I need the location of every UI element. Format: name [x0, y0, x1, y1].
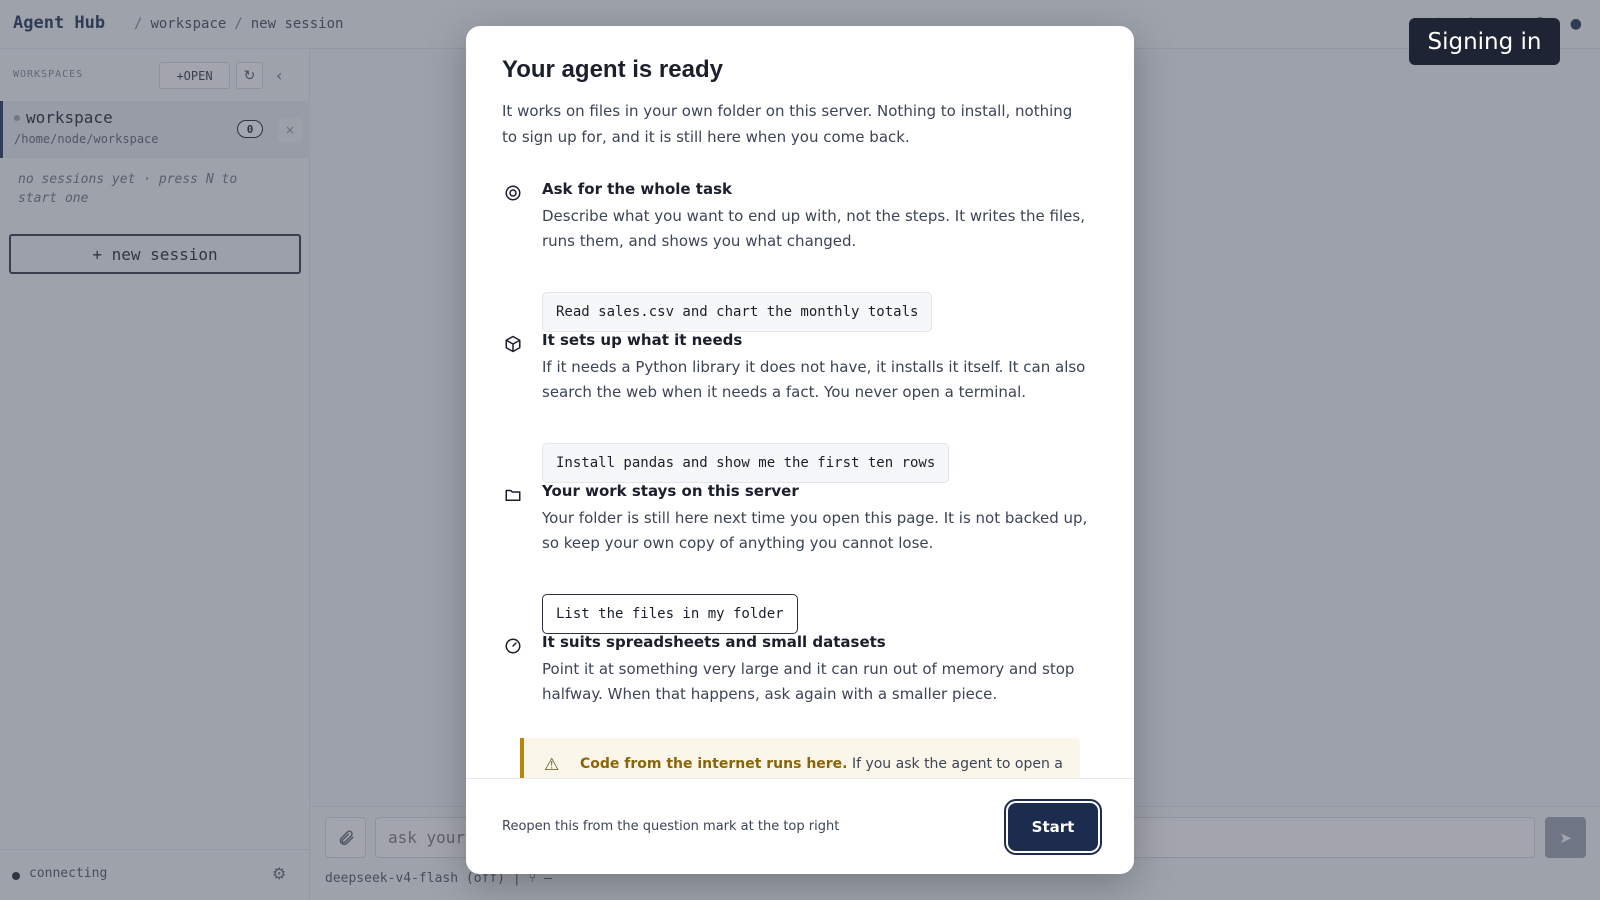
- target-icon: [502, 182, 524, 204]
- warning-body: If you ask the agent to open a: [851, 756, 1063, 772]
- dialog-footer: [466, 778, 1134, 874]
- dialog-intro: It works on files in your own folder on this server. Nothing to install, nothing to sign up for, and it is still here when you come back.: [502, 102, 1073, 146]
- security-warning: [520, 738, 1080, 778]
- feature-title: It sets up what it needs: [542, 331, 743, 349]
- example-prompt-button[interactable]: List the files in my folder: [542, 594, 798, 634]
- example-prompt-button[interactable]: Install pandas and show me the first ten rows: [542, 443, 949, 483]
- feature-description: Describe what you want to end up with, not the steps. It writes the files, runs them, and shows you what changed.: [542, 207, 1085, 250]
- package-icon: [502, 333, 524, 355]
- example-prompt-button[interactable]: Read sales.csv and chart the monthly totals: [542, 292, 932, 332]
- feature-description: Your folder is still here next time you open this page. It is not backed up, so keep your own copy of anything you cannot lose.: [542, 509, 1088, 552]
- start-button[interactable]: Start: [1008, 803, 1098, 851]
- warning-icon: ⚠: [544, 755, 560, 775]
- dialog-body[interactable]: [466, 26, 1134, 778]
- feature-title: Your work stays on this server: [542, 482, 799, 500]
- warning-heading: Code from the internet runs here.: [580, 756, 848, 772]
- onboarding-dialog: [466, 26, 1134, 874]
- feature-description: Point it at something very large and it can run out of memory and stop halfway. When that happens, ask again with a smaller piece.: [542, 660, 1075, 703]
- feature-description: If it needs a Python library it does not have, it installs it itself. It can also search the web when it needs a fact. You never open a terminal.: [542, 358, 1086, 401]
- warning-text: [580, 754, 1070, 774]
- dialog-title: Your agent is ready: [502, 56, 723, 83]
- feature-title: It suits spreadsheets and small datasets: [542, 633, 886, 651]
- reopen-hint: Reopen this from the question mark at the top right: [502, 819, 840, 834]
- signing-in-tooltip: Signing in: [1409, 18, 1560, 65]
- feature-title: Ask for the whole task: [542, 180, 733, 198]
- folder-icon: [502, 484, 524, 506]
- gauge-icon: [502, 635, 524, 657]
